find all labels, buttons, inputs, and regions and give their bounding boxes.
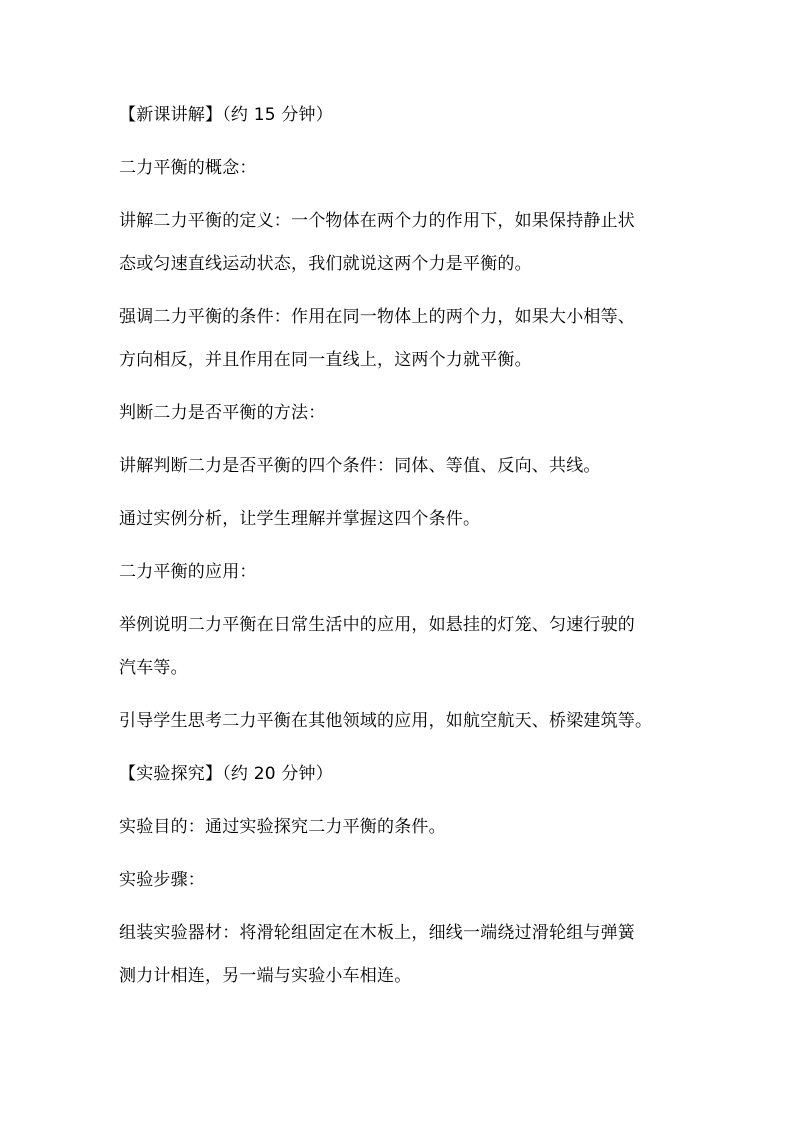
paragraph-definition-line-1: 讲解二力平衡的定义：一个物体在两个力的作用下，如果保持静止状 — [119, 211, 635, 231]
section-heading-new-lesson: 【新课讲解】（约 15 分钟） — [119, 105, 333, 125]
paragraph-four-conditions: 讲解判断二力是否平衡的四个条件：同体、等值、反向、共线。 — [119, 456, 601, 476]
subheading-concept: 二力平衡的概念： — [119, 158, 257, 178]
paragraph-example-analysis: 通过实例分析，让学生理解并掌握这四个条件。 — [119, 509, 481, 529]
paragraph-daily-examples-line-1: 举例说明二力平衡在日常生活中的应用，如悬挂的灯笼、匀速行驶的 — [119, 615, 635, 635]
section-heading-experiment: 【实验探究】（约 20 分钟） — [119, 764, 333, 784]
document-body — [119, 104, 679, 987]
paragraph-daily-examples-line-2: 汽车等。 — [119, 658, 188, 678]
paragraph-conditions-line-1: 强调二力平衡的条件：作用在同一物体上的两个力，如果大小相等、 — [119, 307, 635, 327]
paragraph-experiment-purpose: 实验目的：通过实验探究二力平衡的条件。 — [119, 817, 446, 837]
paragraph-conditions-line-2: 方向相反，并且作用在同一直线上，这两个力就平衡。 — [119, 350, 532, 370]
paragraph-assemble-line-2: 测力计相连，另一端与实验小车相连。 — [119, 966, 412, 986]
subheading-application: 二力平衡的应用： — [119, 562, 257, 582]
subheading-judgment-method: 判断二力是否平衡的方法： — [119, 403, 326, 423]
paragraph-other-fields: 引导学生思考二力平衡在其他领域的应用，如航空航天、桥梁建筑等。 — [119, 711, 653, 731]
paragraph-assemble-line-1: 组装实验器材：将滑轮组固定在木板上，细线一端绕过滑轮组与弹簧 — [119, 923, 635, 943]
paragraph-definition-line-2: 态或匀速直线运动状态，我们就说这两个力是平衡的。 — [119, 254, 532, 274]
subheading-experiment-steps: 实验步骤： — [119, 870, 205, 890]
